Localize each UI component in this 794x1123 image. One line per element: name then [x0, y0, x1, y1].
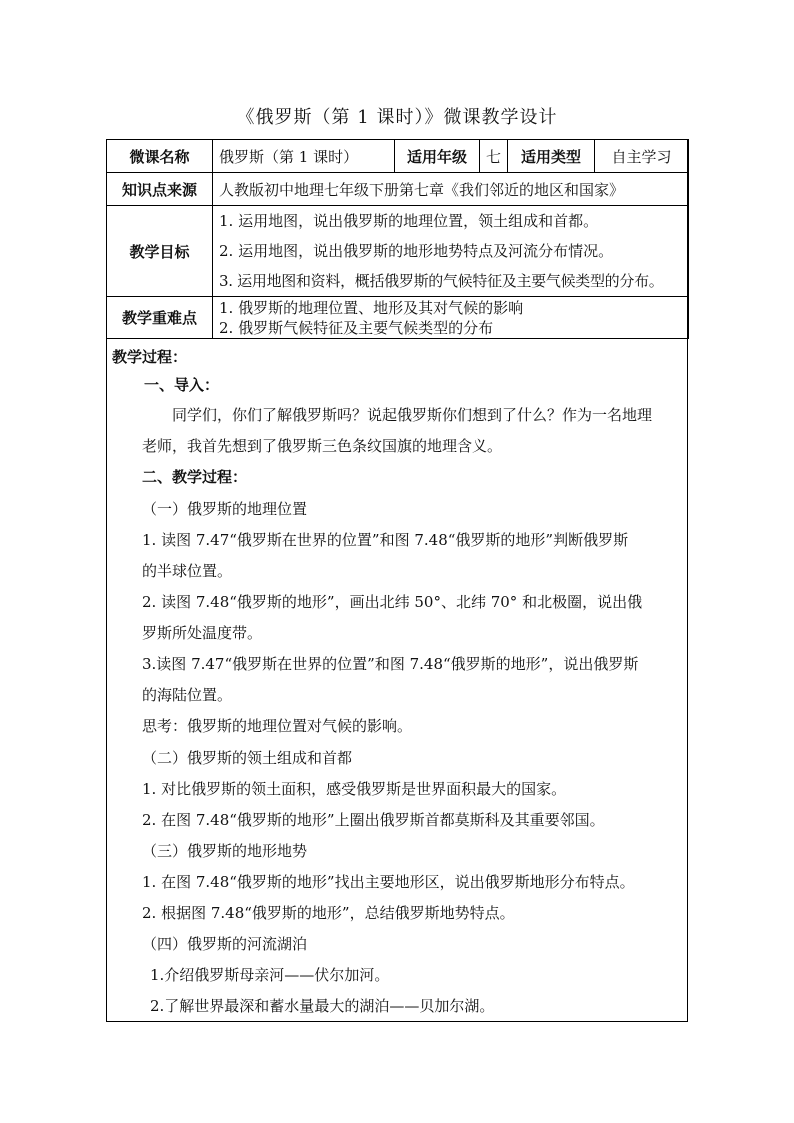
subsection-heading: （二）俄罗斯的领土组成和首都 [142, 749, 353, 767]
objective-item: 3. 运用地图和资料，概括俄罗斯的气候特征及主要气候类型的分布。 [219, 272, 664, 290]
paragraph: 1.介绍俄罗斯母亲河——伏尔加河。 [150, 966, 390, 984]
paragraph: 2. 根据图 7.48“俄罗斯的地形”，总结俄罗斯地势特点。 [142, 904, 515, 922]
paragraph: 2.了解世界最深和蓄水量最大的湖泊——贝加尔湖。 [150, 997, 495, 1015]
table-row [107, 206, 689, 297]
paragraph: 思考：俄罗斯的地理位置对气候的影响。 [142, 717, 413, 735]
paragraph: 2. 读图 7.48“俄罗斯的地形”，画出北纬 50°、北纬 70° 和北极圈，说出俄 [142, 593, 643, 611]
objective-item: 2. 运用地图，说出俄罗斯的地形地势特点及河流分布情况。 [219, 242, 614, 260]
paragraph: 1. 读图 7.47“俄罗斯在世界的位置”和图 7.48“俄罗斯的地形”判断俄罗斯 [142, 531, 629, 549]
keypoints-label: 教学重难点 [107, 297, 213, 339]
keypoint-item: 2. 俄罗斯气候特征及主要气候类型的分布 [219, 318, 494, 337]
paragraph: 的半球位置。 [142, 562, 233, 580]
paragraph: 2. 在图 7.48“俄罗斯的地形”上圈出俄罗斯首都莫斯科及其重要邻国。 [142, 811, 605, 829]
paragraph: 同学们，你们了解俄罗斯吗？说起俄罗斯你们想到了什么？作为一名地理 [172, 406, 653, 424]
paragraph: 3.读图 7.47“俄罗斯在世界的位置”和图 7.48“俄罗斯的地形”，说出俄罗斯 [142, 655, 639, 673]
table-row [107, 140, 689, 173]
grade-value: 七 [480, 140, 508, 173]
source-value: 人教版初中地理七年级下册第七章《我们邻近的地区和国家》 [213, 173, 689, 206]
table-row [107, 297, 689, 339]
keypoint-item: 1. 俄罗斯的地理位置、地形及其对气候的影响 [219, 298, 524, 317]
grade-label: 适用年级 [395, 140, 480, 173]
course-name-label: 微课名称 [107, 140, 213, 173]
course-name-value: 俄罗斯（第 1 课时） [213, 140, 395, 173]
subsection-heading: （四）俄罗斯的河流湖泊 [142, 935, 308, 953]
type-label: 适用类型 [508, 140, 595, 173]
objectives-label: 教学目标 [107, 206, 213, 297]
intro-heading: 一、导入： [144, 376, 220, 394]
subsection-heading: （一）俄罗斯的地理位置 [142, 500, 308, 518]
paragraph: 的海陆位置。 [142, 686, 233, 704]
objective-item: 1. 运用地图，说出俄罗斯的地理位置，领土组成和首都。 [219, 212, 599, 230]
paragraph: 1. 对比俄罗斯的领土面积，感受俄罗斯是世界面积最大的国家。 [142, 780, 567, 798]
source-label: 知识点来源 [107, 173, 213, 206]
page-title: 《俄罗斯（第 1 课时）》微课教学设计 [236, 107, 558, 128]
paragraph: 1. 在图 7.48“俄罗斯的地形”找出主要地形区，说出俄罗斯地形分布特点。 [142, 873, 635, 891]
subsection-heading: （三）俄罗斯的地形地势 [142, 842, 308, 860]
process-heading: 教学过程： [112, 348, 188, 366]
paragraph: 老师，我首先想到了俄罗斯三色条纹国旗的地理含义。 [142, 437, 503, 455]
info-table [106, 139, 689, 339]
type-value: 自主学习 [595, 140, 689, 173]
paragraph: 罗斯所处温度带。 [142, 624, 263, 642]
table-row [107, 173, 689, 206]
section-heading: 二、教学过程： [142, 468, 248, 486]
